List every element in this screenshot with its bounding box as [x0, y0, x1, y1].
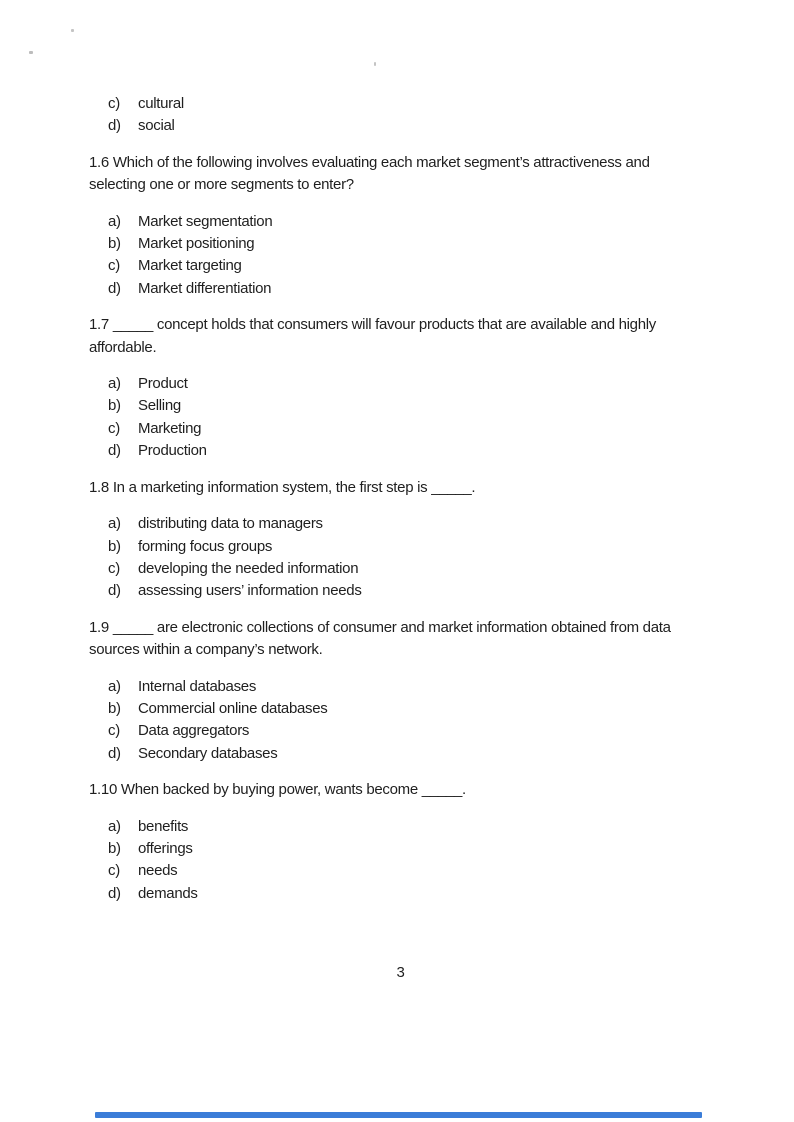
- option-letter: d): [108, 582, 121, 600]
- question-text-line: 1.9 _____ are electronic collections of consumer and market information obtained from data: [89, 618, 671, 636]
- option-row: [108, 676, 749, 698]
- option-text: developing the needed information: [138, 559, 359, 577]
- option-letter: a): [108, 375, 121, 393]
- option-text: distributing data to managers: [138, 515, 323, 533]
- option-text: Data aggregators: [138, 722, 250, 740]
- option-letter: c): [108, 722, 120, 740]
- option-row: [108, 860, 749, 882]
- option-letter: d): [108, 117, 121, 135]
- option-row: [108, 278, 749, 300]
- option-row: [108, 883, 749, 905]
- option-text: social: [138, 117, 175, 135]
- option-text: Selling: [138, 397, 181, 415]
- page-number: 3: [396, 964, 405, 981]
- question-1-10: [89, 779, 749, 801]
- option-row: [108, 115, 749, 137]
- intro-option-list: [89, 93, 749, 138]
- option-letter: d): [108, 744, 121, 762]
- bottom-accent-bar: [95, 1112, 702, 1118]
- option-letter: b): [108, 839, 121, 857]
- question-text-line: sources within a company’s network.: [89, 641, 323, 659]
- option-row: [108, 838, 749, 860]
- question-text-line: 1.6 Which of the following involves evaluating each market segment’s attractiveness and: [89, 153, 650, 171]
- option-row: [108, 558, 749, 580]
- option-letter: b): [108, 235, 121, 253]
- option-list-1-7: [89, 373, 749, 463]
- option-list-1-10: [89, 816, 749, 906]
- option-letter: d): [108, 442, 121, 460]
- question-text-line: affordable.: [89, 338, 157, 356]
- question-text-line: 1.10 When backed by buying power, wants become _____.: [89, 781, 466, 799]
- option-row: [108, 255, 749, 277]
- option-row: [108, 580, 749, 602]
- option-row: [108, 720, 749, 742]
- option-row: [108, 233, 749, 255]
- scan-speckle: [374, 62, 376, 66]
- option-row: [108, 418, 749, 440]
- option-list-1-6: [89, 211, 749, 301]
- option-text: benefits: [138, 817, 189, 835]
- option-text: Market differentiation: [138, 279, 272, 297]
- question-text-line: 1.8 In a marketing information system, the first step is _____.: [89, 478, 476, 496]
- option-text: offerings: [138, 839, 193, 857]
- option-text: Production: [138, 442, 207, 460]
- option-text: Product: [138, 375, 188, 393]
- option-text: Market positioning: [138, 235, 255, 253]
- option-row: [108, 513, 749, 535]
- option-letter: a): [108, 817, 121, 835]
- option-text: cultural: [138, 95, 184, 112]
- option-row: [108, 395, 749, 417]
- scan-speckle: [29, 51, 33, 54]
- option-text: Secondary databases: [138, 744, 278, 762]
- option-letter: c): [108, 559, 120, 577]
- option-letter: c): [108, 419, 120, 437]
- option-letter: b): [108, 699, 121, 717]
- option-letter: c): [108, 862, 120, 880]
- option-letter: d): [108, 279, 121, 297]
- option-letter: c): [108, 95, 120, 112]
- document-content: [89, 93, 749, 905]
- option-row: [108, 440, 749, 462]
- option-letter: b): [108, 537, 121, 555]
- option-row: [108, 698, 749, 720]
- scan-speckle: [71, 29, 74, 32]
- option-letter: d): [108, 884, 121, 902]
- option-list-1-9: [89, 676, 749, 766]
- option-row: [108, 93, 749, 115]
- question-text-line: selecting one or more segments to enter?: [89, 176, 354, 194]
- question-text-line: 1.7 _____ concept holds that consumers will favour products that are available and highly: [89, 316, 656, 334]
- option-row: [108, 743, 749, 765]
- option-text: Marketing: [138, 419, 202, 437]
- option-text: Market segmentation: [138, 212, 273, 230]
- option-letter: a): [108, 212, 121, 230]
- question-1-8: [89, 477, 749, 499]
- option-row: [108, 373, 749, 395]
- option-text: needs: [138, 862, 178, 880]
- option-row: [108, 211, 749, 233]
- option-letter: a): [108, 515, 121, 533]
- option-text: demands: [138, 884, 198, 902]
- option-row: [108, 816, 749, 838]
- question-1-6: [89, 152, 749, 197]
- option-text: Internal databases: [138, 677, 257, 695]
- option-list-1-8: [89, 513, 749, 603]
- option-letter: c): [108, 257, 120, 275]
- option-text: forming focus groups: [138, 537, 273, 555]
- option-text: Commercial online databases: [138, 699, 328, 717]
- option-text: Market targeting: [138, 257, 242, 275]
- option-text: assessing users’ information needs: [138, 582, 362, 600]
- question-1-7: [89, 314, 749, 359]
- option-letter: b): [108, 397, 121, 415]
- option-letter: a): [108, 677, 121, 695]
- question-1-9: [89, 617, 749, 662]
- option-row: [108, 536, 749, 558]
